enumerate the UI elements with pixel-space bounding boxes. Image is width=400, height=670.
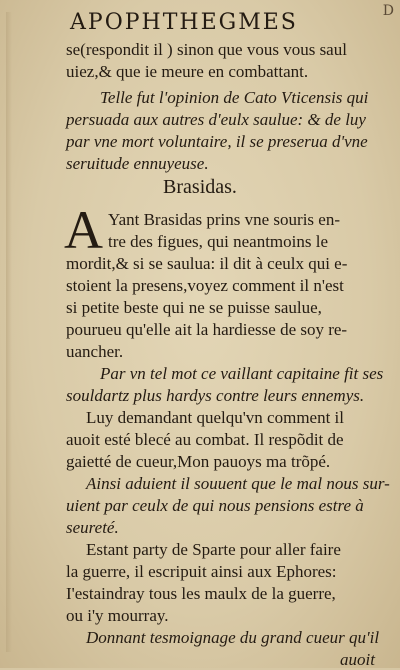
italic-line: uient par ceulx de qui nous pensions estre à (66, 496, 364, 515)
text-line: se(respondit il ) sinon que vous vous saul (66, 40, 347, 59)
drop-cap-letter: A (64, 200, 103, 260)
italic-line: Par vn tel mot ce vaillant capitaine fit ses (100, 364, 384, 383)
text-line: uiez,& que ie meure en combattant. (66, 62, 309, 81)
text-line: I'estaindray tous les maulx de la guerre, (66, 584, 336, 603)
text-line: stoient la presens,voyez comment il n'est (66, 276, 344, 295)
italic-line: par vne mort voluntaire, il se preserua d'vne (66, 132, 368, 151)
italic-line: seruitude ennuyeuse. (66, 154, 209, 173)
text-line: Yant Brasidas prins vne souris en- (108, 210, 341, 229)
text-line: gaietté de cueur,Mon pauoys ma trõpé. (66, 452, 331, 471)
text-line: ou i'y mourray. (66, 606, 169, 625)
italic-line: Ainsi aduient il souuent que le mal nous sur- (86, 474, 390, 493)
text-line: mordit,& si se saulua: il dit à ceulx qui e- (66, 254, 348, 273)
catchword: auoit (340, 650, 375, 669)
italic-line: Telle fut l'opinion de Cato Vticensis qui (100, 88, 369, 107)
italic-line: persuada aux autres d'eulx saulue: & de luy (66, 110, 366, 129)
running-header: APOPHTHEGMES (70, 10, 298, 35)
page-gutter-shadow (6, 12, 12, 652)
text-line: Estant party de Sparte pour aller faire (86, 540, 341, 559)
italic-line: Donnant tesmoignage du grand cueur qu'il (86, 628, 380, 647)
text-line: uancher. (66, 342, 124, 361)
text-line: pourueu qu'elle ait la hardiesse de soy re- (66, 320, 348, 339)
italic-line: souldartz plus hardys contre leurs ennemys. (66, 386, 365, 405)
page-corner-letter: D (382, 3, 394, 19)
italic-line: seureté. (66, 518, 119, 537)
text-line: la guerre, il escripuit ainsi aux Ephores: (66, 562, 337, 581)
text-line: tre des figues, qui neantmoins le (108, 232, 329, 251)
text-line: si petite beste qui ne se puisse saulue, (66, 298, 322, 317)
text-line: Luy demandant quelqu'vn comment il (86, 408, 345, 427)
section-heading: Brasidas. (163, 176, 237, 198)
text-line: auoit esté blecé au combat. Il respõdit de (66, 430, 344, 449)
